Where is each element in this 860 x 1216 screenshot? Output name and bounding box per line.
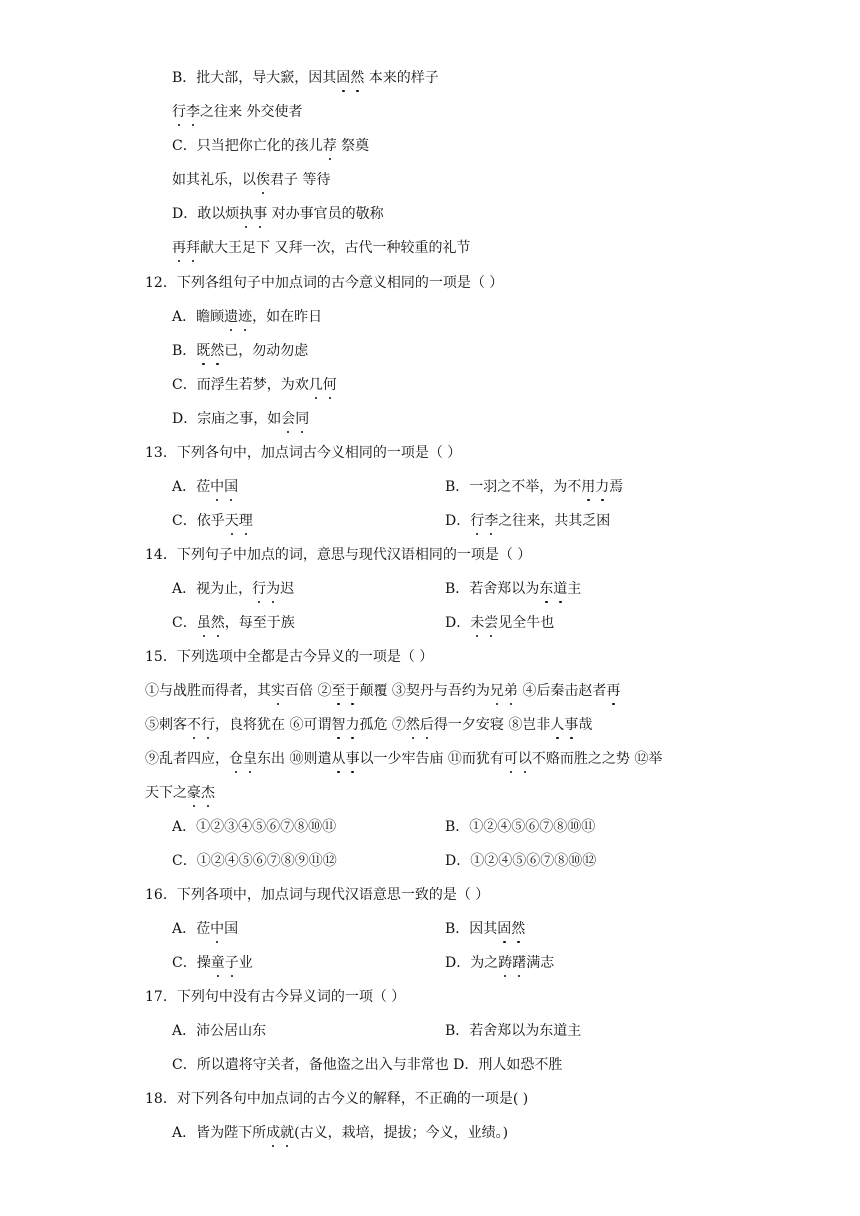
line-main-text bbox=[145, 989, 405, 1005]
text-segment: 之往来，共其乏困 bbox=[498, 513, 611, 529]
emphasized-char: 弟 bbox=[503, 683, 518, 699]
line-main-text bbox=[172, 206, 384, 222]
line-q14ab bbox=[172, 579, 294, 601]
text-segment: A．莅 bbox=[172, 921, 211, 937]
line-q13cd bbox=[172, 511, 253, 533]
line-main-text bbox=[172, 955, 253, 971]
emphasized-char: 行 bbox=[470, 513, 485, 529]
line-q17ab-right-option bbox=[445, 1021, 581, 1043]
emphasized-char: 为 bbox=[266, 581, 281, 597]
emphasized-char: 固 bbox=[336, 70, 351, 86]
emphasized-char: 事 bbox=[345, 751, 360, 767]
emphasized-char: 固 bbox=[497, 921, 512, 937]
emphasized-char: 力 bbox=[345, 717, 360, 733]
emphasized-char: 然 bbox=[210, 615, 225, 631]
line-q16cd bbox=[172, 953, 253, 975]
text-segment: 不赂而胜之之势 ⑫举 bbox=[531, 751, 663, 767]
text-segment: 12．下列各组句子中加点词的古今意义相同的一项是（ ） bbox=[145, 275, 504, 291]
text-segment: ⑤刺客 bbox=[145, 717, 187, 733]
line-q14 bbox=[145, 545, 531, 567]
line-q16 bbox=[145, 885, 489, 907]
line-main-text bbox=[172, 853, 337, 869]
text-segment: B．批大部，导大窾，因其 bbox=[172, 70, 337, 86]
emphasized-char: 荐 bbox=[322, 138, 337, 154]
emphasized-char: 同 bbox=[295, 411, 310, 427]
emphasized-char: 再 bbox=[606, 683, 621, 699]
text-segment: 如其礼乐，以 bbox=[172, 172, 256, 188]
text-segment: D． bbox=[445, 615, 471, 631]
emphasized-char: 童 bbox=[210, 955, 225, 971]
text-segment: 之往来 外交使者 bbox=[200, 104, 303, 120]
text-segment: 13．下列各句中，加点词古今义相同的一项是（ ） bbox=[145, 445, 462, 461]
line-q15-1 bbox=[145, 681, 620, 703]
line-main-text bbox=[172, 513, 253, 529]
text-segment: 对办事官员的敬称 bbox=[267, 206, 384, 222]
text-segment: C．操 bbox=[172, 955, 211, 971]
emphasized-char: 从 bbox=[331, 751, 346, 767]
text-segment: C．而浮生若梦，为欢 bbox=[172, 377, 309, 393]
line-main-text bbox=[145, 547, 531, 563]
text-segment: 得一夕安寝 ⑧岂非 bbox=[433, 717, 551, 733]
line-main-text bbox=[172, 240, 470, 256]
emphasized-char: 天 bbox=[224, 513, 239, 529]
emphasized-char: 子 bbox=[224, 955, 239, 971]
line-q16cd-right-option bbox=[445, 953, 554, 975]
text-segment: 颠覆 ③契丹与吾约为 bbox=[359, 683, 490, 699]
text-segment: 天下之 bbox=[145, 785, 187, 801]
text-segment: C．①②④⑤⑥⑦⑧⑨⑪⑫ bbox=[172, 853, 337, 869]
line-main-text bbox=[172, 615, 295, 631]
text-segment: 主 bbox=[567, 581, 582, 597]
line-q15-3 bbox=[145, 749, 662, 771]
text-segment: (古义，栽培，提拔；今义，业绩。) bbox=[294, 1125, 509, 1141]
line-q16ab bbox=[172, 919, 238, 941]
text-segment: C．只当把你亡化的孩儿 bbox=[172, 138, 323, 154]
emphasized-char: 会 bbox=[281, 411, 296, 427]
emphasized-char: 然 bbox=[350, 70, 365, 86]
text-segment: ，良将犹在 ⑥可谓 bbox=[215, 717, 332, 733]
emphasized-char: 杰 bbox=[201, 785, 215, 801]
line-main-text bbox=[172, 819, 336, 835]
line-main-text bbox=[172, 1125, 508, 1141]
line-main-text bbox=[145, 1091, 528, 1107]
emphasized-char: 踌 bbox=[498, 955, 513, 971]
emphasized-char: 然 bbox=[511, 921, 526, 937]
text-segment: B．一羽之不举，为不 bbox=[445, 479, 582, 495]
text-segment: ⑨乱者四应， bbox=[145, 751, 229, 767]
text-segment: B．若舍郑以为 bbox=[445, 581, 540, 597]
line-q15cd bbox=[172, 851, 337, 873]
text-segment: 以一少牢告庙 ⑪而犹有 bbox=[359, 751, 504, 767]
text-segment: D．①②④⑤⑥⑦⑧⑩⑫ bbox=[445, 853, 597, 869]
text-segment: 国 bbox=[224, 921, 239, 937]
text-segment: 16．下列各项中，加点词与现代汉语意思一致的是（ ） bbox=[145, 887, 490, 903]
text-segment: A．视为止， bbox=[172, 581, 253, 597]
text-segment: C．所以遣将守关者，备他盗之出入与非常也 D．刑人如恐不胜 bbox=[172, 1057, 563, 1073]
text-segment: ，每至于族 bbox=[224, 615, 295, 631]
line-q15cd-right-option bbox=[445, 851, 596, 873]
line-q13ab-right-option bbox=[445, 477, 623, 499]
emphasized-char: 兄 bbox=[489, 683, 504, 699]
line-q14cd-right-option bbox=[445, 613, 554, 635]
emphasized-char: 拜 bbox=[186, 240, 200, 256]
emphasized-char: 人 bbox=[550, 717, 565, 733]
line-q15 bbox=[145, 647, 433, 669]
text-segment: C．依乎 bbox=[172, 513, 225, 529]
line-q12 bbox=[145, 273, 503, 295]
emphasized-char: 虽 bbox=[196, 615, 211, 631]
line-q11d-2 bbox=[172, 238, 470, 260]
line-q11d-1 bbox=[172, 204, 384, 226]
line-q16ab-right-option bbox=[445, 919, 525, 941]
emphasized-char: 实 bbox=[271, 683, 285, 699]
line-main-text bbox=[145, 751, 662, 767]
text-segment: 已，勿动勿虑 bbox=[224, 343, 309, 359]
line-q11c-2 bbox=[172, 170, 330, 192]
emphasized-char: 几 bbox=[308, 377, 323, 393]
line-q13cd-right-option bbox=[445, 511, 610, 533]
line-q12d bbox=[172, 409, 309, 431]
emphasized-char: 力 bbox=[595, 479, 610, 495]
emphasized-char: 国 bbox=[224, 479, 239, 495]
emphasized-char: 东 bbox=[539, 581, 554, 597]
text-segment: 业 bbox=[238, 955, 253, 971]
emphasized-char: 李 bbox=[186, 104, 200, 120]
line-main-text bbox=[172, 921, 238, 937]
text-segment: D．为之 bbox=[445, 955, 499, 971]
text-segment: 孤危 ⑦ bbox=[359, 717, 406, 733]
line-q17cd bbox=[172, 1055, 562, 1077]
text-segment: 百倍 ② bbox=[285, 683, 332, 699]
line-main-text bbox=[145, 445, 461, 461]
emphasized-char: 皇 bbox=[243, 751, 257, 767]
emphasized-char: 用 bbox=[581, 479, 596, 495]
emphasized-char: 中 bbox=[210, 921, 225, 937]
emphasized-char: 于 bbox=[345, 683, 360, 699]
emphasized-char: 道 bbox=[553, 581, 568, 597]
line-q13 bbox=[145, 443, 461, 465]
emphasized-char: 躇 bbox=[512, 955, 527, 971]
line-main-text bbox=[172, 343, 308, 359]
text-segment: B．①②④⑤⑥⑦⑧⑩⑪ bbox=[445, 819, 596, 835]
line-main-text bbox=[172, 138, 369, 154]
text-segment: A．皆为陛下所 bbox=[172, 1125, 267, 1141]
text-segment: A．瞻顾 bbox=[172, 309, 225, 325]
line-main-text bbox=[145, 717, 592, 733]
text-segment: 17．下列句中没有古今异义词的一项（ ） bbox=[145, 989, 406, 1005]
text-segment: A．沛公居山东 bbox=[172, 1023, 267, 1039]
line-main-text bbox=[172, 309, 322, 325]
emphasized-char: 行 bbox=[172, 104, 186, 120]
line-q15-4 bbox=[145, 783, 215, 805]
text-segment: 焉 bbox=[609, 479, 624, 495]
line-q11b-2 bbox=[172, 102, 302, 124]
line-main-text bbox=[172, 1057, 562, 1073]
emphasized-char: 何 bbox=[322, 377, 337, 393]
text-segment: 见全牛也 bbox=[498, 615, 555, 631]
emphasized-char: 然 bbox=[210, 343, 225, 359]
emphasized-char: 豪 bbox=[187, 785, 201, 801]
text-segment: B．若舍郑以为东道主 bbox=[445, 1023, 582, 1039]
line-q12c bbox=[172, 375, 337, 397]
line-main-text bbox=[145, 887, 489, 903]
text-segment: 14．下列句子中加点的词，意思与现代汉语相同的一项是（ ） bbox=[145, 547, 532, 563]
text-segment: ，如在昨日 bbox=[252, 309, 323, 325]
emphasized-char: 以 bbox=[517, 751, 532, 767]
line-main-text bbox=[172, 581, 294, 597]
emphasized-char: 执 bbox=[239, 206, 254, 222]
emphasized-char: 既 bbox=[196, 343, 211, 359]
emphasized-char: 不 bbox=[187, 717, 201, 733]
emphasized-char: 理 bbox=[238, 513, 253, 529]
text-segment: D． bbox=[445, 513, 471, 529]
line-main-text bbox=[172, 104, 302, 120]
line-main-text bbox=[172, 70, 439, 86]
line-q17 bbox=[145, 987, 405, 1009]
text-segment: B．因其 bbox=[445, 921, 498, 937]
emphasized-char: 事 bbox=[564, 717, 579, 733]
line-q13ab bbox=[172, 477, 238, 499]
emphasized-char: 李 bbox=[484, 513, 499, 529]
line-q18a bbox=[172, 1123, 508, 1145]
text-segment: ①与战胜而得者，其 bbox=[145, 683, 271, 699]
emphasized-char: 中 bbox=[210, 479, 225, 495]
line-q14cd bbox=[172, 613, 295, 635]
line-main-text bbox=[145, 785, 215, 801]
emphasized-char: 行 bbox=[252, 581, 267, 597]
line-q11b-1 bbox=[172, 68, 439, 90]
line-q14ab-right-option bbox=[445, 579, 581, 601]
line-q15ab-right-option bbox=[445, 817, 595, 839]
line-q12a bbox=[172, 307, 322, 329]
emphasized-char: 仓 bbox=[229, 751, 243, 767]
line-main-text bbox=[172, 411, 309, 427]
emphasized-char: 然 bbox=[405, 717, 420, 733]
emphasized-char: 行 bbox=[201, 717, 215, 733]
text-segment: 哉 bbox=[578, 717, 593, 733]
emphasized-char: 就 bbox=[280, 1125, 295, 1141]
line-q15ab bbox=[172, 817, 336, 839]
text-segment: 东出 ⑩则遣 bbox=[257, 751, 332, 767]
line-q11c-1 bbox=[172, 136, 369, 158]
text-segment: B． bbox=[172, 343, 197, 359]
emphasized-char: 至 bbox=[331, 683, 346, 699]
text-segment: 15．下列选项中全都是古今异义的一项是（ ） bbox=[145, 649, 434, 665]
line-main-text bbox=[172, 1023, 266, 1039]
line-main-text bbox=[145, 275, 503, 291]
emphasized-char: 俟 bbox=[256, 172, 270, 188]
line-q18 bbox=[145, 1089, 528, 1111]
line-main-text bbox=[172, 172, 330, 188]
line-main-text bbox=[145, 683, 620, 699]
text-segment: 君子 等待 bbox=[270, 172, 331, 188]
line-q17ab bbox=[172, 1021, 266, 1043]
text-segment: 迟 bbox=[280, 581, 295, 597]
text-segment: 祭奠 bbox=[336, 138, 370, 154]
emphasized-char: 迹 bbox=[238, 309, 253, 325]
emphasized-char: 成 bbox=[266, 1125, 281, 1141]
text-segment: ④后秦击赵者 bbox=[517, 683, 607, 699]
text-segment: C． bbox=[172, 615, 197, 631]
text-segment: 满志 bbox=[526, 955, 555, 971]
emphasized-char: 未 bbox=[470, 615, 485, 631]
text-segment: A．莅 bbox=[172, 479, 211, 495]
emphasized-char: 事 bbox=[253, 206, 268, 222]
line-main-text bbox=[172, 377, 337, 393]
emphasized-char: 智 bbox=[331, 717, 346, 733]
line-main-text bbox=[172, 479, 238, 495]
text-segment: D．宗庙之事，如 bbox=[172, 411, 282, 427]
emphasized-char: 遗 bbox=[224, 309, 239, 325]
text-segment: A．①②③④⑤⑥⑦⑧⑩⑪ bbox=[172, 819, 337, 835]
line-main-text bbox=[145, 649, 433, 665]
line-q12b bbox=[172, 341, 308, 363]
text-segment: 本来的样子 bbox=[364, 70, 439, 86]
emphasized-char: 再 bbox=[172, 240, 186, 256]
text-segment: D．敢以烦 bbox=[172, 206, 240, 222]
text-segment: 18．对下列各句中加点词的古今义的解释，不正确的一项是( ) bbox=[145, 1091, 529, 1107]
emphasized-char: 可 bbox=[503, 751, 518, 767]
emphasized-char: 后 bbox=[419, 717, 434, 733]
emphasized-char: 尝 bbox=[484, 615, 499, 631]
line-q15-2 bbox=[145, 715, 592, 737]
text-segment: 献大王足下 又拜一次，古代一种较重的礼节 bbox=[200, 240, 471, 256]
